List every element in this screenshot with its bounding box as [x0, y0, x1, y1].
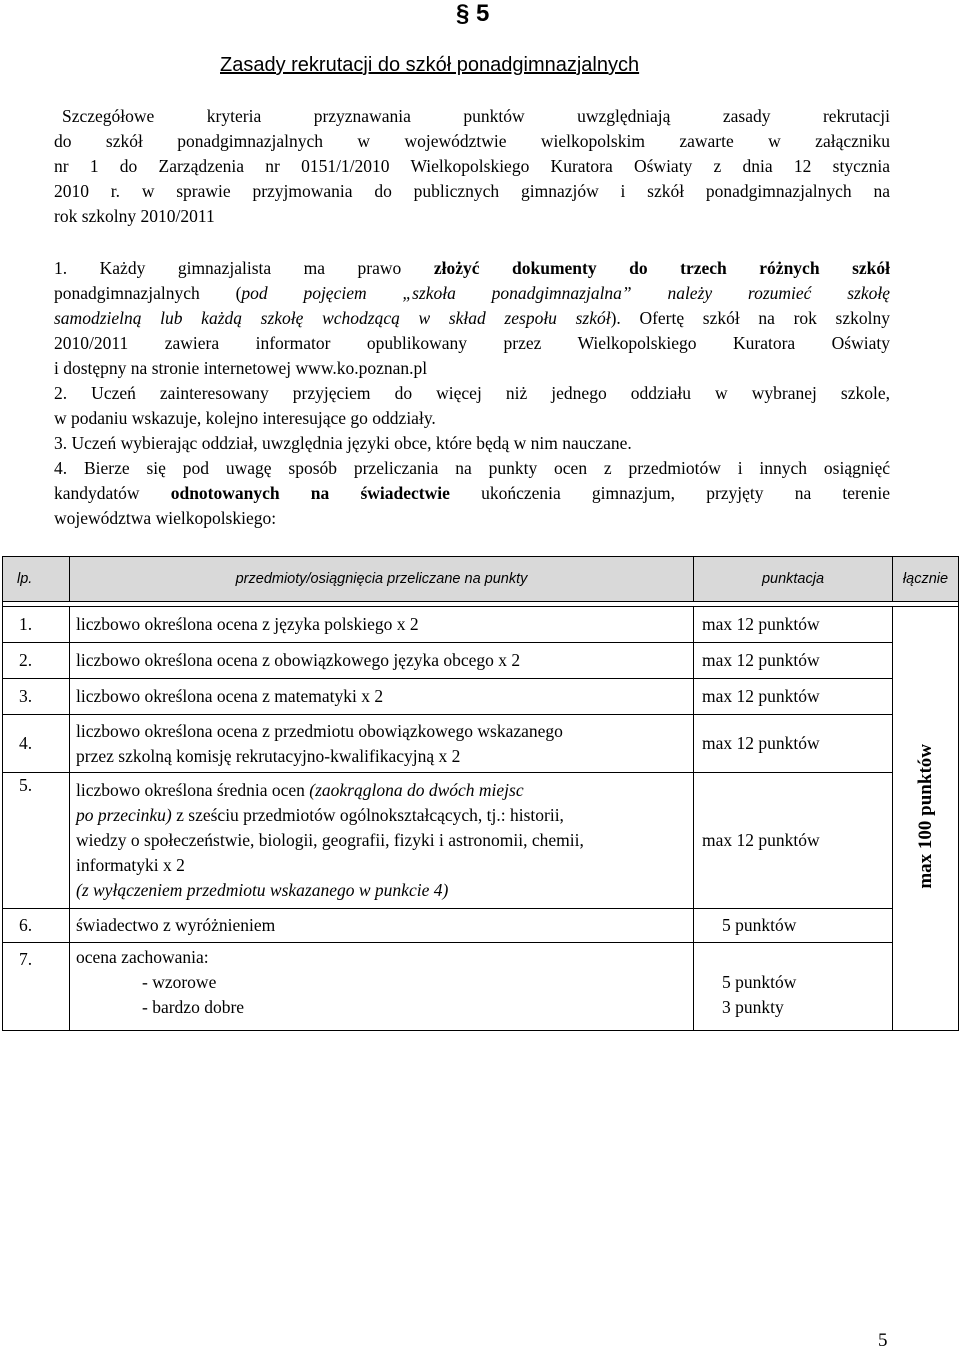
header-points: punktacja [694, 557, 893, 602]
row-desc-line: przez szkolną komisję rekrutacyjno-kwalifikacyjną x 2 [76, 745, 461, 766]
intro-line: 2010 r. w sprawie przyjmowania do publicznych gimnazjów i szkół ponadgimnazjalnych na [54, 181, 890, 201]
rule-2-line: 2. Uczeń zainteresowany przyjęciem do więcej niż jednego oddziału w wybranej szkole, [54, 383, 890, 403]
header-subject: przedmioty/osiągnięcia przeliczane na punkty [70, 557, 694, 602]
rule-4-line: 4. Bierze się pod uwagę sposób przeliczania na punkty ocen z przedmiotów i innych osiągnięć [54, 458, 890, 478]
table-row [3, 773, 959, 909]
row-lp: 1. [3, 607, 70, 643]
rule-1-line: 2010/2011 zawiera informator opublikowany przez Wielkopolskiego Kuratora Oświaty [54, 333, 890, 353]
intro-paragraph [54, 104, 890, 229]
rule-text: ukończenia gimnazjum, przyjęty na terenie [449, 483, 890, 503]
rule-text: kandydatów [54, 483, 171, 503]
row-desc: liczbowo określona ocena z języka polskiego x 2 [70, 607, 694, 643]
row-lp: 2. [3, 643, 70, 679]
row-lp: 4. [3, 715, 70, 773]
row-desc-line: ocena zachowania: [76, 947, 209, 967]
row-lp: 5. [3, 773, 70, 909]
row-desc-italic: (zaokrąglona do dwóch miejsc [309, 780, 524, 800]
rule-4-line [54, 481, 890, 506]
section-number: § 5 [456, 0, 490, 27]
row-lp: 7. [3, 943, 70, 1031]
row-desc-line: - bardzo dobre [142, 997, 245, 1017]
table-header-row [3, 557, 959, 602]
row-desc [70, 715, 694, 773]
points-table [2, 556, 959, 1031]
header-total: łącznie [893, 557, 959, 602]
row-desc-line: informatyki x 2 [76, 855, 185, 875]
row-desc: liczbowo określona ocena z obowiązkowego języka obcego x 2 [70, 643, 694, 679]
row-desc-line [76, 803, 693, 828]
row-desc-line: wiedzy o społeczeństwie, biologii, geografii, fizyki i astronomii, chemii, [76, 830, 584, 850]
rule-2-line: w podaniu wskazuje, kolejno interesujące go oddziały. [54, 408, 436, 428]
row-desc-line [76, 778, 693, 803]
row-desc [70, 943, 694, 1031]
total-label: max 100 punktów [914, 743, 936, 889]
row-lp: 6. [3, 909, 70, 943]
intro-line: rok szkolny 2010/2011 [54, 206, 215, 226]
rule-text: 1. Każdy gimnazjalista ma prawo [54, 258, 434, 278]
row-desc-line: (z wyłączeniem przedmiotu wskazanego w punkcie 4) [76, 880, 449, 900]
page-title: Zasady rekrutacji do szkół ponadgimnazjalnych [220, 54, 640, 76]
rule-text: ponadgimnazjalnych ( [54, 283, 242, 303]
row-desc-line: - wzorowe [142, 972, 217, 992]
row-points-line: 5 punktów [722, 972, 797, 992]
row-desc-italic: po przecinku) [76, 805, 172, 825]
table-row [3, 679, 959, 715]
rule-1-line [54, 256, 890, 281]
row-points: max 12 punktów [694, 679, 893, 715]
rule-3-line: 3. Uczeń wybierając oddział, uwzględnia języki obce, które będą w nim nauczane. [54, 433, 632, 453]
row-desc-text: z sześciu przedmiotów ogólnokształcących, tj.: historii, [171, 805, 564, 825]
rule-1-line: i dostępny na stronie internetowej www.ko.poznan.pl [54, 358, 428, 378]
rules-list [54, 256, 890, 531]
rule-1-line [54, 281, 890, 306]
header-lp: lp. [3, 557, 70, 602]
row-lp: 3. [3, 679, 70, 715]
rule-italic: pod pojęciem „szkoła ponadgimnazjalna” należy rozumieć szkołę [241, 283, 890, 303]
row-points: max 12 punktów [694, 715, 893, 773]
rule-emphasis: odnotowanych na świadectwie [170, 483, 450, 503]
row-desc-line: liczbowo określona ocena z przedmiotu obowiązkowego wskazanego [76, 720, 563, 741]
row-desc-text: liczbowo określona średnia ocen [76, 780, 310, 800]
row-desc [70, 773, 694, 909]
page-number: 5 [878, 1330, 888, 1351]
row-points-line: 3 punkty [722, 997, 784, 1017]
rule-emphasis: złożyć dokumenty do trzech różnych szkół [433, 258, 890, 278]
rule-1-line [54, 306, 890, 331]
row-points-blank [722, 945, 892, 970]
row-points: 5 punktów [694, 909, 893, 943]
row-desc: świadectwo z wyróżnieniem [70, 909, 694, 943]
table-row [3, 607, 959, 643]
row-points: max 12 punktów [694, 643, 893, 679]
rule-italic: samodzielną lub każdą szkołę wchodzącą w skład zespołu szkół [54, 308, 611, 328]
table-row [3, 909, 959, 943]
row-points: max 12 punktów [694, 773, 893, 909]
table-row [3, 643, 959, 679]
rule-4-line: województwa wielkopolskiego: [54, 508, 277, 528]
intro-line: Szczegółowe kryteria przyznawania punktów uwzględniają zasady rekrutacji [62, 106, 890, 126]
intro-line: do szkół ponadgimnazjalnych w województwie wielkopolskim zawarte w załączniku [54, 131, 890, 151]
table-row [3, 943, 959, 1031]
table-row [3, 715, 959, 773]
row-points [694, 943, 893, 1031]
intro-line: nr 1 do Zarządzenia nr 0151/1/2010 Wielkopolskiego Kuratora Oświaty z dnia 12 stycznia [54, 156, 890, 176]
rule-text: ). Ofertę szkół na rok szkolny [610, 308, 890, 328]
total-cell [893, 607, 959, 1031]
row-desc: liczbowo określona ocena z matematyki x 2 [70, 679, 694, 715]
row-points: max 12 punktów [694, 607, 893, 643]
